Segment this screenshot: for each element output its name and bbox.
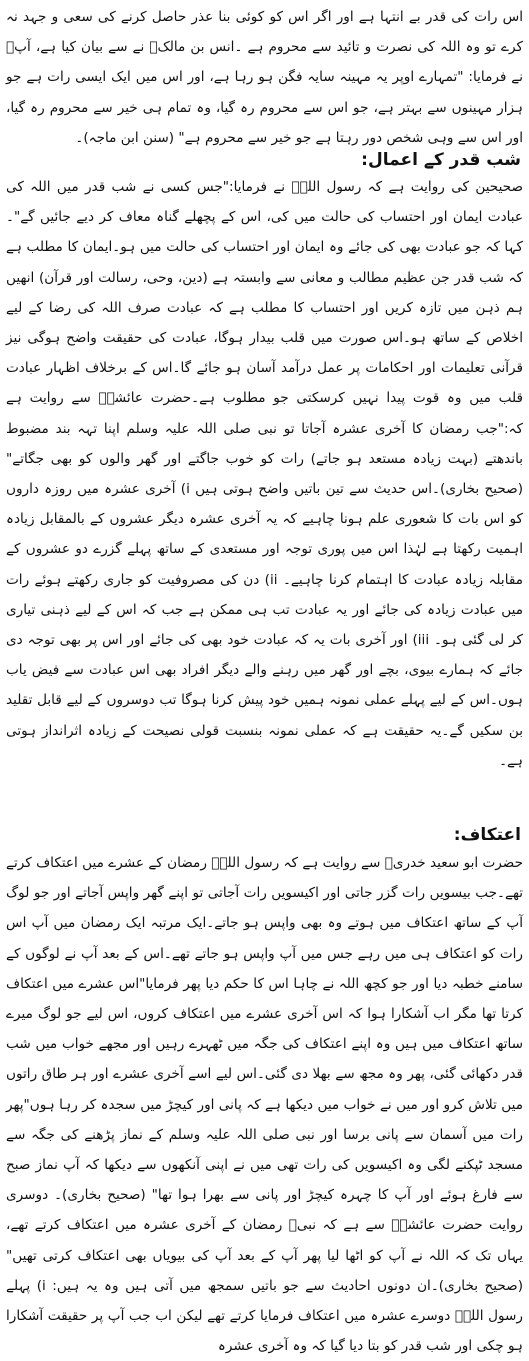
- section-heading-shab-e-qadr-deeds: شب قدر کے اعمال:: [361, 150, 521, 170]
- section-paragraph-itikaf: حضرت ابو سعید خدریؓ سے روایت ہے کہ رسول اللہؐ رمضان کے عشرے میں اعتکاف کرتے تھے۔جب بیسویں رات گزر جاتی اور اکیسویں رات آجاتی تو اپنے گھر واپس آجاتے اور جو لوگ آپ کے ساتھ اعتکاف میں ہوتے وہ بھی واپس ہو جاتے۔ایک مرتبہ ایک رمضان میں آپ اس رات کو اعتکاف ہی میں رہے جس میں آپ واپس ہو جاتے تھے۔اس کے بعد آپ نے لوگوں کے سامنے خطبہ دیا اور جو کچھ اللہ نے چاہا اس کا حکم دیا پھر فرمایا"اس عشرے میں اعتکاف کرتا تھا مگر اب آشکارا ہوا کہ اس آخری عشرے میں اعتکاف کروں، اس لیے جو لوگ میرے ساتھ اعتکاف میں ہیں وہ اپنے اعتکاف کی جگہ میں ٹھہرے رہیں اور مجھے خواب میں شب قدر دکھائی گئی، پھر وہ مجھ سے بھلا دی گئی۔اس لیے اسے آخری عشرے اور ہر طاق راتوں میں تلاش کرو اور میں نے خواب میں دیکھا ہے کہ پانی اور کیچڑ میں سجدہ کر رہا ہوں"پھر رات میں آسمان سے پانی برسا اور نبی صلی اللہ علیہ وسلم کے نماز پڑھنے کی جگہ سے مسجد ٹپکنے لگی وہ اکیسویں کی رات تھی میں نے اپنی آنکھوں سے دیکھا کہ آپ نماز صبح سے فارغ ہوئے اور آپ کا چہرہ کیچڑ اور پانی سے بھرا ہوا تھا" (صحیح بخاری)۔ دوسری روایت حضرت عائشہؓ سے ہے کہ نبیؐ رمضان کے آخری عشرہ میں اعتکاف کرتے تھے، یہاں تک کہ اللہ نے آپ کو اٹھا لیا پھر آپ کے بعد آپ کی بیویاں بھی اعتکاف کرتی تھیں"(صحیح بخاری)۔ان دونوں احادیث سے جو باتیں سمجھ میں آتی ہیں وہ یہ ہیں: i) پہلے رسول اللہؐ دوسرے عشرہ میں اعتکاف فرمایا کرتے تھے لیکن اب جب آپ پر حقیقت آشکارا ہو چکی اور شب قدر کو بتا دیا گیا کہ وہ آخری عشرہ: [6, 855, 524, 1355]
- section-paragraph-shab-e-qadr-deeds: صحیحین کی روایت ہے کہ رسول اللہؐ نے فرمایا:"جس کسی نے شب قدر میں اللہ کی عبادت ایمان اور احتساب کی حالت میں کی، اس کے پچھلے گناہ معاف کر دیے جائیں گے"۔ کہا کہ جو عبادت بھی کی جائے وہ ایمان اور احتساب کی حالت میں ہو۔ایمان کا مطلب ہے کہ شب قدر جن عظیم مطالب و معانی سے وابستہ ہے (دین، وحی، رسالت اور قرآن) انھیں ہم ذہن میں تازہ کریں اور احتساب کا مطلب ہے کہ عبادت صرف اللہ کی رضا کے لیے اخلاص کے ساتھ ہو۔اس صورت میں قلب بیدار ہوگا، عبادت کی حقیقت واضح ہوگی نیز قرآنی تعلیمات اور احکامات پر عمل درآمد آسان ہو جائے گا۔اس کے برخلاف اظہار عبادت قلب میں وہ قوت پیدا نہیں کرسکتی جو مطلوب ہے۔حضرت عائشہؓ سے روایت ہے کہ:"جب رمضان کا آخری عشرہ آجاتا تو نبی صلی اللہ علیہ وسلم اپنا تہہ بند مضبوط باندھتے (بہت زیادہ مستعد ہو جاتے) رات کو خوب جاگتے اور گھر والوں کو بھی جگاتے" (صحیح بخاری)۔اس حدیث سے تین باتیں واضح ہوتی ہیں i) آخری عشرہ میں روزہ داروں کو اس بات کا شعوری علم ہونا چاہیے کہ یہ آخری عشرہ دیگر عشروں کے بالمقابل زیادہ اہمیت رکھتا ہے لہٰذا اس میں پوری توجہ اور مستعدی کے ساتھ پہلے گزرے دو عشروں کے مقابلہ زیادہ عبادت کا اہتمام کرنا چاہیے۔ ii) دن کی مصروفیت کو جاری رکھتے ہوئے رات میں عبادت زیادہ کی جائے اور یہ عبادت تب ہی ممکن ہے جب کہ اس کے لیے ذہنی تیاری کر لی گئی ہو۔ iii) اور آخری بات یہ کہ عبادت خود بھی کی جائے اور اس پر بھی توجہ دی جائے کہ ہمارے بیوی، بچے اور گھر میں رہنے والے دیگر افراد بھی اس عبادت سے فیض یاب ہوں۔اس کے لیے پہلے عملی نمونہ ہمیں خود پیش کرنا ہوگا تب دوسروں کے لیے قابل تقلید بن سکیں گے۔یہ حقیقت ہے کہ عملی نمونہ بنسبت قولی نصیحت کے زیادہ اثرانداز ہوتی ہے۔: [6, 179, 524, 769]
- section-heading-itikaf: اعتکاف:: [453, 825, 521, 845]
- intro-paragraph: اس رات کی قدر بے انتہا ہے اور اگر اس کو کوئی بنا عذر حاصل کرنے کی سعی و جہد نہ کرے تو وہ اللہ کی نصرت و تائید سے محروم ہے ۔انس بن مالکؓ نے سے بیان کیا ہے، آپؐ نے فرمایا: "تمہارے اوپر یہ مہینہ سایہ فگن ہو رہا ہے، اور اس میں ایک ایسی رات ہے جو ہزار مہینوں سے بہتر ہے، جو اس سے محروم رہ گیا، وہ تمام ہی خیر سے محروم رہ گیا، اور اس سے وہی شخص دور رہتا ہے جو خیر سے محروم ہے" (سنن ابن ماجہ)۔: [6, 9, 523, 146]
